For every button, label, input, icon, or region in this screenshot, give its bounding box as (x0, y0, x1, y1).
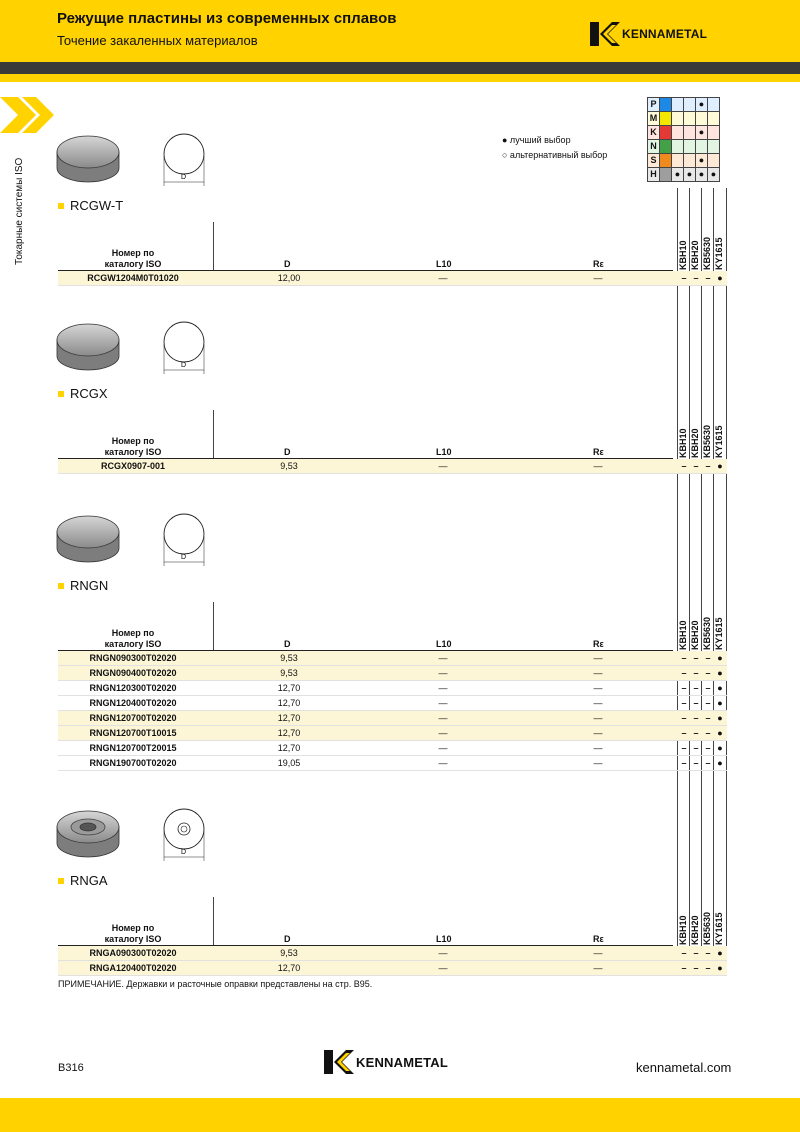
grade-mark: ● (717, 743, 723, 753)
grade-mark: – (681, 948, 687, 958)
material-mark (672, 112, 684, 126)
grade-header-kbh20: KBH20 (690, 428, 700, 458)
page-subtitle: Точение закаленных материалов (57, 33, 258, 48)
section-marker-icon (58, 878, 64, 884)
column-header-catalog (58, 923, 208, 945)
section-title (58, 198, 123, 213)
row-separator (58, 473, 727, 474)
grade-column-line (713, 188, 714, 976)
section-title (58, 873, 108, 888)
material-letter: P (648, 98, 660, 112)
catalog-header-line: Номер по (111, 923, 155, 933)
catalog-header-line: каталогу ISO (104, 934, 162, 944)
chevron-arrow-icon (0, 97, 58, 133)
grade-mark: – (681, 273, 687, 283)
re-value: — (593, 948, 603, 958)
table-row (58, 651, 727, 666)
grade-mark: – (693, 698, 699, 708)
l10-value: — (438, 653, 448, 663)
section-name: RNGN (70, 578, 109, 593)
section-marker-icon (58, 203, 64, 209)
website-link[interactable]: kennametal.com (636, 1060, 732, 1075)
material-mark (708, 154, 720, 168)
catalog-header-line: каталогу ISO (104, 639, 162, 649)
grade-header-kbh20: KBH20 (690, 240, 700, 270)
catalog-number: RNGA090300T02020 (89, 948, 177, 958)
grade-header-ky1615: KY1615 (714, 237, 724, 270)
re-value: — (593, 963, 603, 973)
grade-mark: – (693, 273, 699, 283)
diameter-value: 9,53 (280, 668, 298, 678)
re-value: — (593, 461, 603, 471)
table-row (58, 961, 727, 976)
grade-header-kbh10: KBH10 (678, 620, 688, 650)
grade-mark: – (693, 743, 699, 753)
column-header-l10: L10 (436, 639, 452, 649)
section-title (58, 578, 108, 593)
re-value: — (593, 698, 603, 708)
header-divider (213, 410, 214, 458)
material-letter: K (648, 126, 660, 140)
grade-header-kbh10: KBH10 (678, 428, 688, 458)
grade-mark: – (681, 698, 687, 708)
catalog-number: RNGN090300T02020 (89, 653, 177, 663)
grade-mark: – (705, 653, 711, 663)
material-mark: ● (696, 168, 708, 182)
column-header-re: Rε (593, 639, 604, 649)
material-mark: ● (672, 168, 684, 182)
grade-column-line (689, 188, 690, 976)
grade-mark: – (705, 743, 711, 753)
side-label-text: Токарные системы ISO (14, 157, 25, 265)
material-letter: N (648, 140, 660, 154)
table-row (58, 946, 727, 961)
grade-mark: – (693, 948, 699, 958)
table-row (58, 711, 727, 726)
footer-kennametal-logo (324, 1050, 448, 1074)
re-value: — (593, 683, 603, 693)
grade-mark: – (681, 728, 687, 738)
re-value: — (593, 653, 603, 663)
column-header-l10: L10 (436, 447, 452, 457)
grade-header-kb5630: KB5630 (702, 616, 712, 650)
catalog-number: RNGN190700T02020 (89, 758, 177, 768)
diameter-value: 12,70 (277, 713, 301, 723)
l10-value: — (438, 668, 448, 678)
grade-header-ky1615: KY1615 (714, 912, 724, 945)
material-row-h (648, 168, 720, 182)
grade-mark: – (705, 728, 711, 738)
material-row-k (648, 126, 720, 140)
row-separator (58, 975, 727, 976)
material-mark (708, 126, 720, 140)
catalog-number: RNGN120700T10015 (89, 728, 177, 738)
material-mark: ● (696, 98, 708, 112)
insert-drawing (54, 318, 214, 388)
section-marker-icon (58, 583, 64, 589)
grade-mark: – (693, 461, 699, 471)
grade-mark: – (705, 683, 711, 693)
material-group-matrix (647, 97, 720, 182)
grade-header-kbh10: KBH10 (678, 915, 688, 945)
material-letter: M (648, 112, 660, 126)
catalog-number: RNGN120400T02020 (89, 698, 177, 708)
grade-mark: ● (717, 713, 723, 723)
grade-mark: – (705, 948, 711, 958)
l10-value: — (438, 461, 448, 471)
l10-value: — (438, 698, 448, 708)
table-row (58, 271, 727, 286)
grade-mark: ● (717, 668, 723, 678)
insert-drawing (54, 805, 214, 875)
l10-value: — (438, 743, 448, 753)
material-mark (696, 112, 708, 126)
footer-bar (0, 1098, 800, 1132)
material-color-swatch (660, 154, 672, 168)
side-section-label (14, 145, 38, 265)
diameter-value: 9,53 (280, 653, 298, 663)
grade-header-ky1615: KY1615 (714, 425, 724, 458)
material-mark: ● (708, 168, 720, 182)
grade-mark: ● (717, 698, 723, 708)
legend-best: ● лучший выбор (502, 135, 571, 145)
material-row-n (648, 140, 720, 154)
grade-mark: ● (717, 948, 723, 958)
grade-column-line (726, 188, 727, 976)
table-row (58, 459, 727, 474)
l10-value: — (438, 728, 448, 738)
diameter-value: 19,05 (277, 758, 301, 768)
grade-mark: – (705, 273, 711, 283)
legend (502, 133, 607, 163)
column-header-re: Rε (593, 259, 604, 269)
header-dark-bar (0, 62, 800, 74)
material-letter: S (648, 154, 660, 168)
section-name: RNGA (70, 873, 108, 888)
grade-mark: – (681, 963, 687, 973)
catalog-number: RCGX0907-001 (100, 461, 166, 471)
catalog-number: RNGN090400T02020 (89, 668, 177, 678)
grade-column-line (677, 188, 678, 976)
kennametal-logo (590, 22, 707, 46)
material-mark (672, 154, 684, 168)
grade-header-kbh20: KBH20 (690, 620, 700, 650)
diameter-value: 12,00 (277, 273, 301, 283)
re-value: — (593, 713, 603, 723)
column-header-d: D (284, 639, 291, 649)
material-mark (672, 140, 684, 154)
page-number: B316 (58, 1062, 84, 1074)
re-value: — (593, 728, 603, 738)
material-row-p (648, 98, 720, 112)
grade-header-kbh10: KBH10 (678, 240, 688, 270)
header-divider (213, 897, 214, 945)
grade-header-kbh20: KBH20 (690, 915, 700, 945)
table-row (58, 666, 727, 681)
column-header-d: D (284, 934, 291, 944)
diameter-value: 12,70 (277, 963, 301, 973)
material-mark (684, 140, 696, 154)
material-color-swatch (660, 168, 672, 182)
catalog-header-line: Номер по (111, 628, 155, 638)
kennametal-logo-icon (324, 1050, 354, 1074)
grade-mark: – (705, 758, 711, 768)
material-mark (684, 112, 696, 126)
re-value: — (593, 758, 603, 768)
l10-value: — (438, 963, 448, 973)
catalog-header-line: каталогу ISO (104, 259, 162, 269)
grade-mark: – (705, 698, 711, 708)
material-letter: H (648, 168, 660, 182)
page-header (0, 0, 800, 62)
grade-mark: ● (717, 653, 723, 663)
grade-mark: – (681, 653, 687, 663)
insert-drawing (54, 130, 214, 200)
header-divider (213, 602, 214, 650)
legend-alternative: ○ альтернативный выбор (502, 150, 608, 160)
footer-logo-text: KENNAMETAL (356, 1054, 449, 1070)
column-header-l10: L10 (436, 934, 452, 944)
grade-mark: – (705, 963, 711, 973)
footnote: ПРИМЕЧАНИЕ. Державки и расточные оправки представлены на стр. B95. (58, 979, 373, 989)
dimension-label: D (181, 174, 187, 181)
dimension-label: D (181, 362, 187, 369)
grade-header-kb5630: KB5630 (702, 424, 712, 458)
diameter-value: 12,70 (277, 683, 301, 693)
grade-header-kb5630: KB5630 (702, 911, 712, 945)
grade-mark: ● (717, 683, 723, 693)
l10-value: — (438, 948, 448, 958)
section-title (58, 386, 108, 401)
grade-mark: – (681, 461, 687, 471)
l10-value: — (438, 683, 448, 693)
material-mark (708, 98, 720, 112)
grade-mark: – (693, 653, 699, 663)
grade-mark: – (693, 668, 699, 678)
column-header-catalog (58, 628, 208, 650)
column-header-d: D (284, 259, 291, 269)
table-row (58, 726, 727, 741)
diameter-value: 12,70 (277, 728, 301, 738)
grade-mark: – (693, 683, 699, 693)
re-value: — (593, 273, 603, 283)
catalog-number: RNGN120700T02020 (89, 713, 177, 723)
grade-header-kb5630: KB5630 (702, 236, 712, 270)
kennametal-logo-icon (590, 22, 620, 46)
page-title: Режущие пластины из современных сплавов (57, 10, 397, 27)
catalog-number: RCGW1204M0T01020 (87, 273, 179, 283)
grade-mark: – (681, 758, 687, 768)
material-mark: ● (684, 168, 696, 182)
material-color-swatch (660, 98, 672, 112)
re-value: — (593, 668, 603, 678)
material-color-swatch (660, 126, 672, 140)
diameter-value: 9,53 (280, 948, 298, 958)
l10-value: — (438, 273, 448, 283)
diameter-value: 12,70 (277, 698, 301, 708)
table-row (58, 696, 727, 711)
grade-mark: – (693, 963, 699, 973)
table-row (58, 741, 727, 756)
grade-mark: ● (717, 273, 723, 283)
l10-value: — (438, 758, 448, 768)
material-row-s (648, 154, 720, 168)
grade-mark: ● (717, 728, 723, 738)
grade-mark: ● (717, 461, 723, 471)
column-header-catalog (58, 248, 208, 270)
material-color-swatch (660, 140, 672, 154)
grade-mark: – (681, 683, 687, 693)
grade-column-line (701, 188, 702, 976)
grade-mark: – (681, 743, 687, 753)
material-row-m (648, 112, 720, 126)
header-divider (213, 222, 214, 270)
material-mark (684, 154, 696, 168)
material-mark: ● (696, 154, 708, 168)
catalog-number: RNGN120700T20015 (89, 743, 177, 753)
grade-mark: ● (717, 963, 723, 973)
grade-mark: – (693, 728, 699, 738)
catalog-number: RNGA120400T02020 (89, 963, 177, 973)
material-mark (672, 126, 684, 140)
grade-mark: – (693, 758, 699, 768)
material-mark (684, 98, 696, 112)
material-mark (708, 140, 720, 154)
logo-text: KENNAMETAL (622, 27, 708, 41)
column-header-re: Rε (593, 934, 604, 944)
grade-mark: – (681, 668, 687, 678)
material-mark (696, 140, 708, 154)
grade-mark: – (705, 713, 711, 723)
section-name: RCGW-T (70, 198, 124, 213)
grade-mark: – (705, 461, 711, 471)
header-yellow-bar (0, 74, 800, 82)
grade-mark: – (693, 713, 699, 723)
table-row (58, 681, 727, 696)
catalog-number: RNGN120300T02020 (89, 683, 177, 693)
column-header-l10: L10 (436, 259, 452, 269)
catalog-header-line: каталогу ISO (104, 447, 162, 457)
grade-mark: – (705, 668, 711, 678)
catalog-header-line: Номер по (111, 248, 155, 258)
material-color-swatch (660, 112, 672, 126)
section-name: RCGX (70, 386, 108, 401)
material-mark: ● (696, 126, 708, 140)
catalog-header-line: Номер по (111, 436, 155, 446)
material-mark (672, 98, 684, 112)
material-mark (708, 112, 720, 126)
column-header-d: D (284, 447, 291, 457)
insert-drawing (54, 510, 214, 580)
row-separator (58, 285, 727, 286)
grade-mark: – (681, 713, 687, 723)
row-separator (58, 770, 727, 771)
grade-header-ky1615: KY1615 (714, 617, 724, 650)
material-mark (684, 126, 696, 140)
column-header-re: Rε (593, 447, 604, 457)
table-row (58, 756, 727, 771)
diameter-value: 9,53 (280, 461, 298, 471)
section-marker-icon (58, 391, 64, 397)
dimension-label: D (181, 849, 187, 856)
l10-value: — (438, 713, 448, 723)
grade-mark: ● (717, 758, 723, 768)
diameter-value: 12,70 (277, 743, 301, 753)
column-header-catalog (58, 436, 208, 458)
re-value: — (593, 743, 603, 753)
dimension-label: D (181, 554, 187, 561)
